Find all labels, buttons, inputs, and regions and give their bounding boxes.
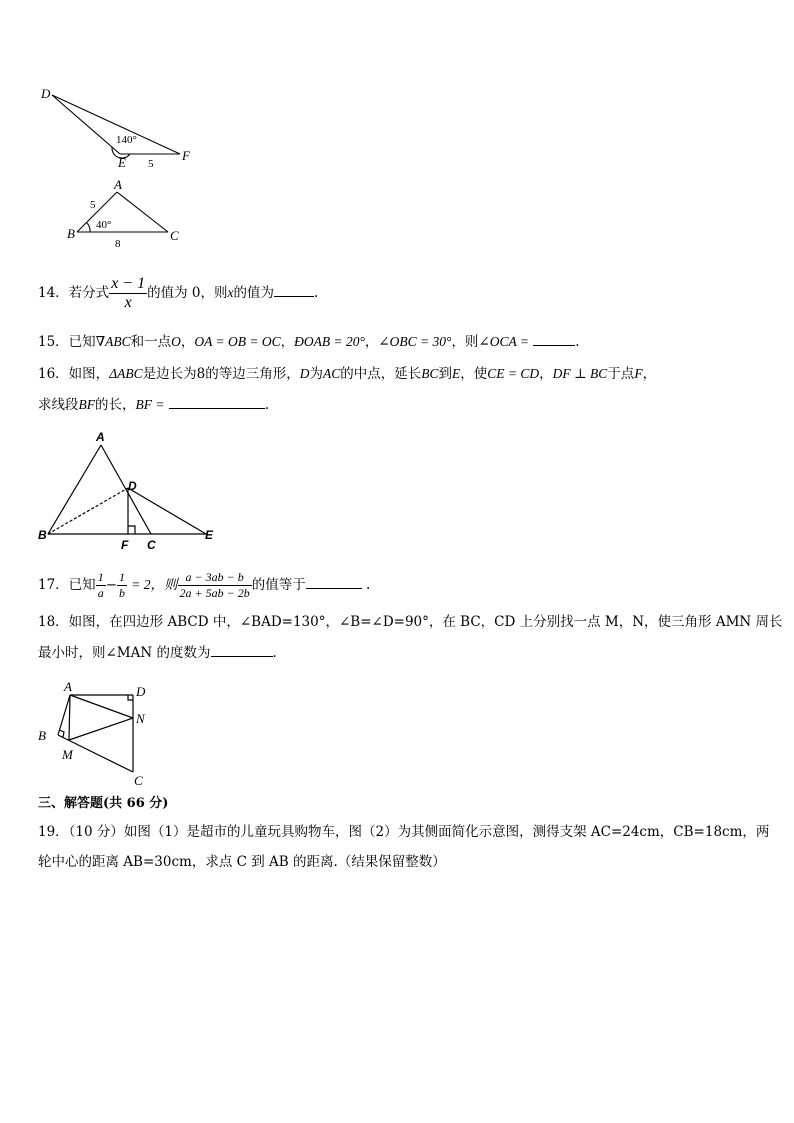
answer-blank-15[interactable]	[533, 331, 575, 346]
section-3-heading: 三、解答题(共 66 分)	[38, 796, 169, 811]
question-17: 17．已知 $\frac{1}{a}$ − $\frac{1}{b}$ = 2，则 $\frac{a - 3ab - b}{2a + 5ab - 2b}$ 的值等于 .	[38, 570, 371, 600]
question-18-line-1: 18．如图，在四边形 ABCD 中，∠BAD=130°，∠B=∠D=90°，在 BC，CD 上分别找一点 M，N，使三角形 AMN 周长	[38, 614, 783, 630]
fraction-1-over-a: $\frac{1}{a}$	[97, 570, 104, 600]
label-e: E	[118, 155, 126, 170]
question-18-line-2: 最小时，则∠MAN 的度数为 .	[38, 642, 277, 663]
fig16-label-a: A	[96, 430, 105, 444]
segment-am	[69, 695, 70, 740]
fig18-label-d: D	[136, 684, 146, 699]
label-angle-40: 40°	[96, 219, 112, 231]
label-a: A	[114, 177, 122, 192]
question-19-line-2: 轮中心的距离 AB=30cm，求点 C 到 AB 的距离.（结果保留整数）	[38, 854, 446, 870]
label-side-bc: 8	[115, 238, 121, 250]
fig16-label-c: C	[147, 538, 156, 552]
answer-blank-16[interactable]	[169, 394, 265, 409]
fig18-label-b: B	[38, 728, 46, 743]
answer-blank-18[interactable]	[211, 642, 273, 657]
fig16-label-d: D	[128, 479, 137, 493]
segment-ac	[101, 445, 151, 534]
label-c: C	[170, 228, 179, 243]
fig16-label-b: B	[38, 528, 47, 542]
label-d: D	[41, 86, 51, 101]
segment-ab	[48, 445, 101, 534]
question-16-line-2: 求线段BF的长，BF = .	[38, 394, 269, 415]
fraction-1-over-b: $\frac{1}{b}$	[119, 570, 125, 600]
label-b: B	[67, 226, 75, 241]
fig16-label-e: E	[205, 528, 214, 542]
right-angle-d	[128, 695, 133, 700]
fig18-label-m: M	[62, 747, 73, 762]
fig16-label-f: F	[121, 538, 129, 552]
fraction-q14: $\frac{x - 1}{x}$	[111, 275, 146, 311]
segment-ac	[117, 192, 168, 232]
segment-de	[128, 488, 206, 534]
angle-arc-b	[87, 223, 90, 232]
question-14: 14．若分式 $\frac{x - 1}{x}$ 的值为 0，则x的值为 .	[38, 275, 319, 311]
segment-an	[70, 695, 133, 718]
fig18-label-n: N	[136, 711, 145, 726]
fig18-label-a: A	[64, 679, 72, 694]
label-side-ef: 5	[148, 158, 154, 170]
segment-bd-dashed	[48, 488, 128, 534]
segment-de	[52, 95, 120, 154]
question-15: 15．已知∇ABC和一点O，OA = OB = OC，ÐOAB = 20°，∠OBC = 30°，则∠OCA = .	[38, 331, 580, 352]
question-16-line-1: 16．如图，ΔABC是边长为8的等边三角形，D为AC的中点，延长BC到E，使CE = CD，DF ⊥ BC于点F，	[38, 366, 657, 382]
figure-18	[44, 680, 164, 790]
label-angle-140: 140°	[116, 134, 137, 146]
question-19-line-1: 19．（10 分）如图（1）是超市的儿童玩具购物车，图（2）为其侧面简化示意图，测得支架 AC=24cm，CB=18cm，两	[38, 824, 770, 840]
segment-mn	[69, 718, 133, 740]
label-f: F	[182, 148, 190, 163]
fig18-label-c: C	[134, 773, 143, 788]
fraction-expression: $\frac{a - 3ab - b}{2a + 5ab - 2b}$	[179, 570, 250, 600]
answer-blank-17[interactable]	[306, 574, 362, 589]
answer-blank-14[interactable]	[274, 282, 314, 297]
label-side-ab: 5	[90, 199, 96, 211]
segment-ab	[58, 695, 70, 735]
right-angle-f	[128, 526, 135, 534]
